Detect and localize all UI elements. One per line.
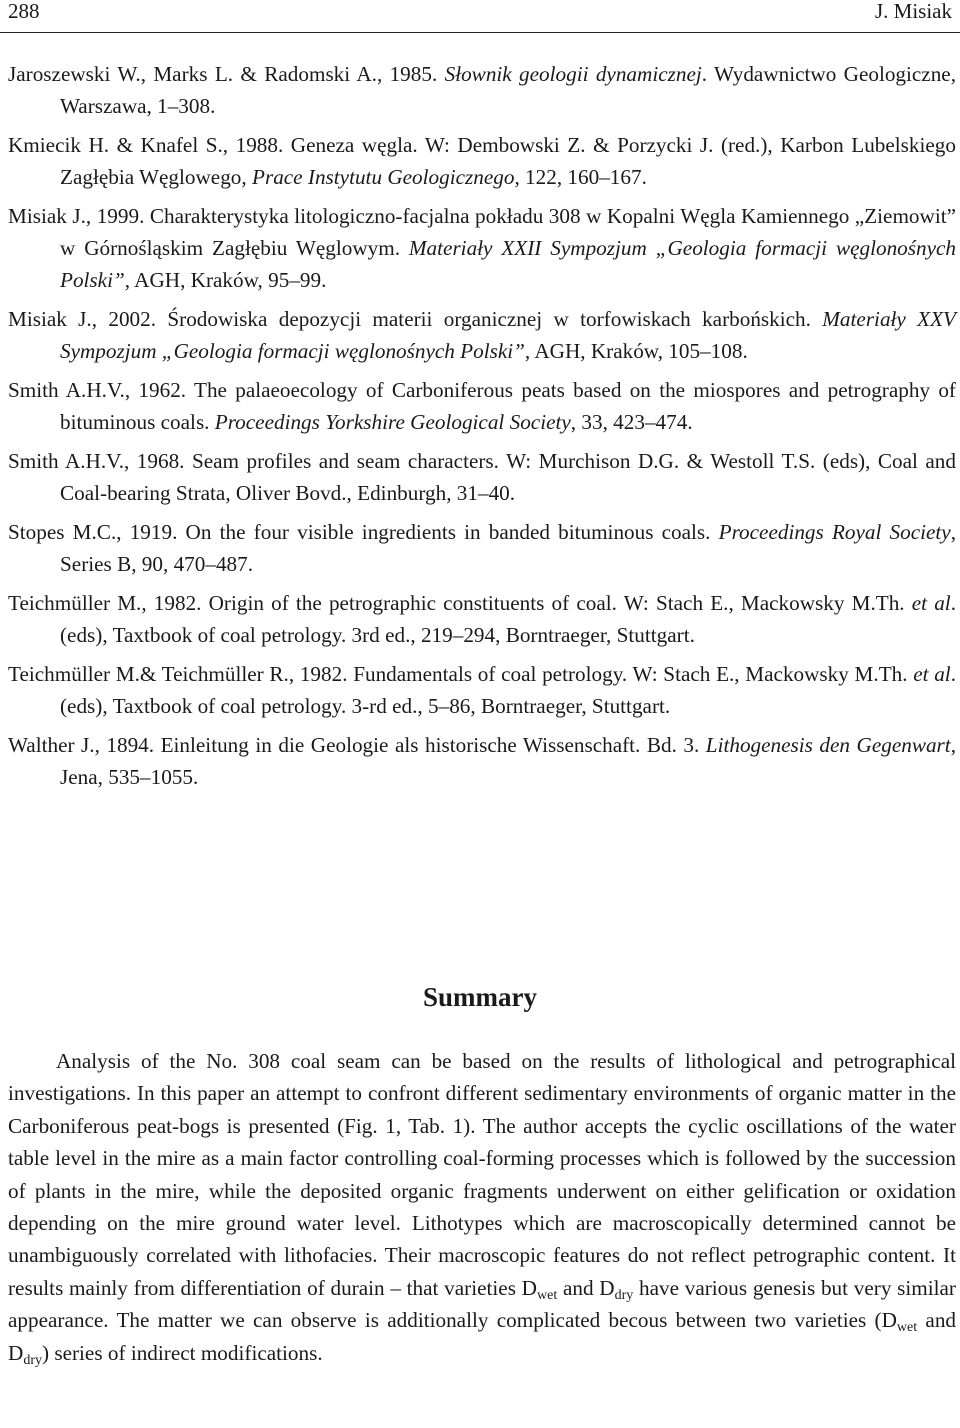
reference-item: Misiak J., 1999. Charakterystyka litologiczno-facjalna pokładu 308 w Kopalni Węgla Kamiennego „Ziemowit” w Górnośląskim Zagłębiu Węglowym. Materiały XXII Sympozjum „Geologia formacji węglonośnych Polski”, AGH, Kraków, 95–99.: [8, 204, 957, 292]
reference-list: [8, 58, 956, 800]
header-rule: [0, 32, 960, 33]
reference-item: Teichmüller M., 1982. Origin of the petrographic constituents of coal. W: Stach E., Mackowsky M.Th. et al. (eds), Taxtbook of coal petrology. 3rd ed., 219–294, Borntraeger, Stuttgart.: [8, 591, 956, 647]
summary-heading: Summary: [423, 982, 537, 1012]
reference-item: Misiak J., 2002. Środowiska depozycji materii organicznej w torfowiskach karbońskich. Materiały XXV Sympozjum „Geologia formacji węglonośnych Polski”, AGH, Kraków, 105–108.: [8, 307, 956, 363]
running-head-author: J. Misiak: [874, 0, 952, 23]
reference-item: Smith A.H.V., 1962. The palaeoecology of Carboniferous peats based on the miospores and petrography of bituminous coals. Proceedings Yorkshire Geological Society, 33, 423–474.: [8, 378, 956, 434]
summary-paragraph: Analysis of the No. 308 coal seam can be based on the results of lithological and petrographical investigations. In this paper an attempt to confront different sedimentary environments of organic matter in the Carboniferous peat-bogs is presented (Fig. 1, Tab. 1). The author accepts the cyclic oscillations of the water table level in the mire as a main factor controlling coal-forming processes which is followed by the succession of plants in the mire, while the deposited organic fragments underwent on either gelification or oxidation depending on the mire ground water level. Lithotypes which are macroscopically determined cannot be unambiguously correlated with lithofacies. Their macroscopic features do not reflect petrographic content. It results mainly from differentiation of durain – that varieties $D_{wet}$ and $D_{dry}$ have various genesis but very similar appearance. The matter we can observe is additionally complicated becous between two varieties ($D_{wet}$ and $D_{dry}$) series of indirect modifications.: [8, 1049, 957, 1368]
page-number: 288: [8, 0, 40, 23]
reference-item: Jaroszewski W., Marks L. & Radomski A., 1985. Słownik geologii dynamicznej. Wydawnictwo Geologiczne, Warszawa, 1–308.: [8, 62, 957, 118]
page-header: [8, 0, 952, 32]
reference-item: Teichmüller M.& Teichmüller R., 1982. Fundamentals of coal petrology. W: Stach E., Mackowsky M.Th. et al. (eds), Taxtbook of coal petrology. 3-rd ed., 5–86, Borntraeger, Stuttgart.: [8, 662, 956, 718]
reference-item: Smith A.H.V., 1968. Seam profiles and seam characters. W: Murchison D.G. & Westoll T.S. (eds), Coal and Coal-bearing Strata, Oliver Bovd., Edinburgh, 31–40.: [8, 449, 956, 505]
reference-item: Kmiecik H. & Knafel S., 1988. Geneza węgla. W: Dembowski Z. & Porzycki J. (red.), Karbon Lubelskiego Zagłębia Węglowego, Prace Instytutu Geologicznego, 122, 160–167.: [8, 133, 956, 189]
reference-item: Stopes M.C., 1919. On the four visible ingredients in banded bituminous coals. Proceedings Royal Society, Series B, 90, 470–487.: [8, 520, 957, 576]
reference-item: Walther J., 1894. Einleitung in die Geologie als historische Wissenschaft. Bd. 3. Lithogenesis den Gegenwart, Jena, 535–1055.: [8, 733, 956, 789]
